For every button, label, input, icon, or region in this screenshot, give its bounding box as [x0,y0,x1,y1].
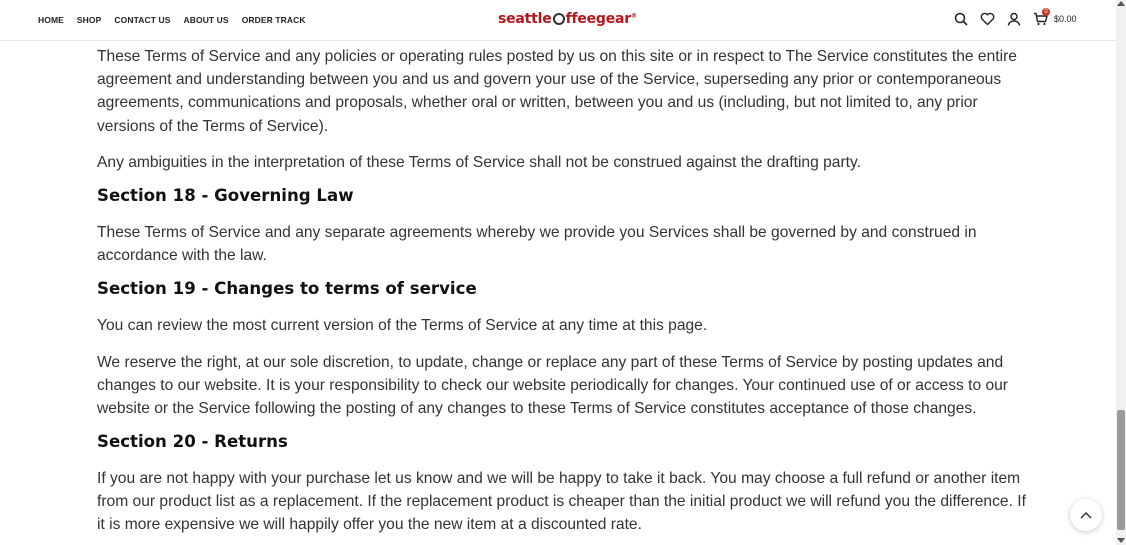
logo-text-right: ffeegear [565,11,632,27]
logo-trademark: ® [631,12,637,20]
chevron-up-icon [1080,511,1092,519]
section-19-heading: Section 19 - Changes to terms of service [97,279,477,298]
scrollbar-thumb[interactable] [1117,410,1125,530]
nav-contact-us[interactable]: CONTACT US [114,15,171,25]
paragraph-review: You can review the most current version of the Terms of Service at any time at this page. [97,317,708,334]
paragraph-governing-law: These Terms of Service and any separate agreements whereby we provide you Services shall be governed by and construed in accordance with the law. [97,224,977,265]
nav-home[interactable]: HOME [38,15,64,25]
header-tools [954,9,1077,26]
cart-count-badge: 0 [1042,8,1050,16]
coffee-cup-icon [553,13,565,25]
nav-order-track[interactable]: ORDER TRACK [241,15,306,25]
user-icon[interactable] [1007,12,1021,26]
paragraph-reserve-right: We reserve the right, at our sole discretion, to update, change or replace any part of these Terms of Service by posting updates and changes to our website. It is your responsibility to check our website periodically for changes. Your continued use of or access to our website or the Service following the posting of any changes to these Terms of Service constitutes acceptance of those changes. [97,354,1009,418]
nav-shop[interactable]: SHOP [76,15,102,25]
cart-button[interactable] [1033,9,1048,26]
section-20-heading: Section 20 - Returns [97,432,288,451]
paragraph-entire-agreement: These Terms of Service and any policies or operating rules posted by us on this site or in respect to The Service constitutes the entire agreement and understanding between you and us and govern your use of the Service, superseding any prior or contemporaneous agreements, communications and proposals, whether oral or written, between you and us (including, but not limited to, any prior versions of the Terms of Service). [97,48,1017,135]
site-header [0,0,1116,41]
back-to-top-button[interactable] [1070,499,1102,531]
search-icon[interactable] [954,12,968,26]
site-logo[interactable] [498,11,637,27]
section-18-heading: Section 18 - Governing Law [97,186,354,205]
paragraph-ambiguities: Any ambiguities in the interpretation of these Terms of Service shall not be construed against the drafting party. [97,154,861,171]
paragraph-returns: If you are not happy with your purchase let us know and we will be happy to take it back. You may choose a full refund or another item from our product list as a replacement. If the replacement product is cheaper than the initial product we will refund you the difference. If it is more expensive we will happily offer you the new item at a discounted rate. [97,470,1026,534]
scroll-down-arrow-icon[interactable] [1117,538,1125,543]
scroll-up-arrow-icon[interactable] [1117,1,1125,6]
logo-text-left: seattle [498,11,552,27]
nav-about-us[interactable]: ABOUT US [183,15,229,25]
heart-icon[interactable] [980,12,995,26]
main-nav [38,15,306,25]
cart-total[interactable]: $0.00 [1054,14,1077,24]
